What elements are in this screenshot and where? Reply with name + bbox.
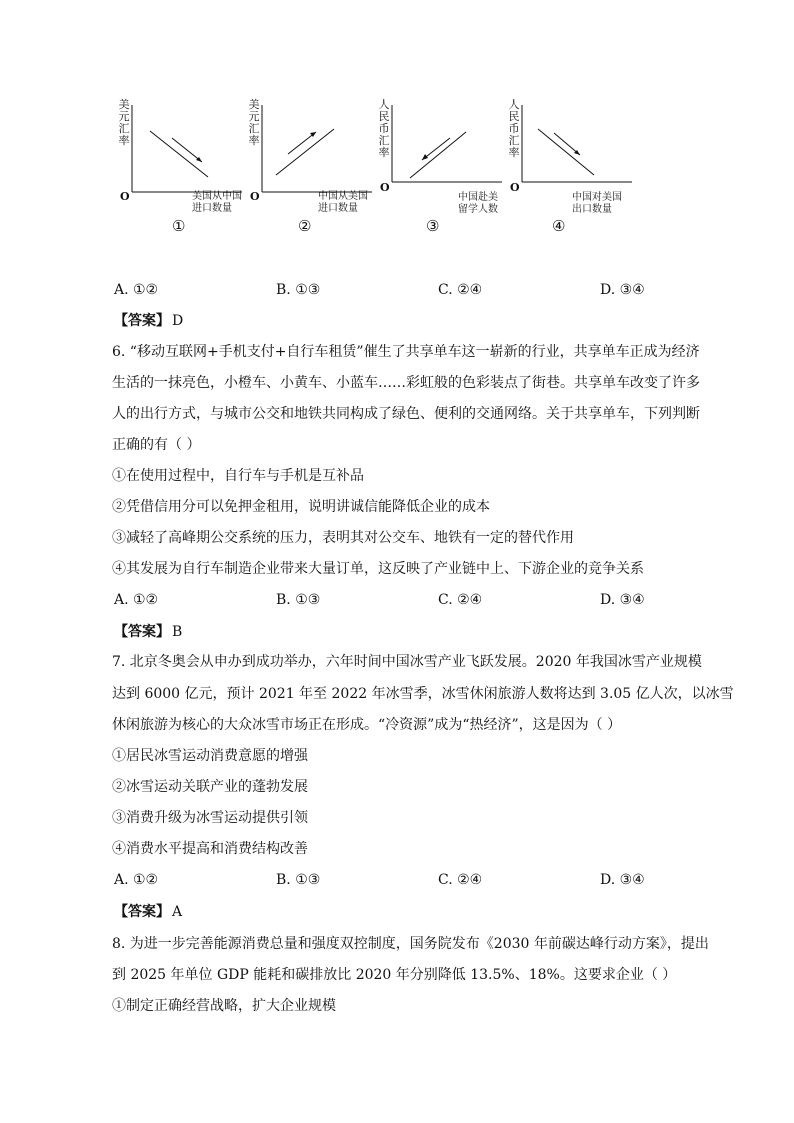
graph-1-curve — [150, 131, 208, 177]
q5-answer: 【答案】 D — [114, 313, 184, 329]
q7-item-1: ①居民冰雪运动消费意愿的增强 — [112, 748, 308, 764]
graph-3-xlabel: 中国赴美 留学人数 — [458, 192, 498, 215]
q6-option-a: A. ①② — [114, 592, 159, 608]
graph-1-number: ① — [172, 217, 186, 235]
q6-item-4: ④其发展为自行车制造企业带来大量订单，这反映了产业链中上、下游企业的竞争关系 — [112, 561, 644, 577]
q6-option-b: B. ①③ — [276, 592, 321, 608]
q7-option-b: B. ①③ — [276, 872, 321, 888]
q8-stem-line-2: 到 2025 年单位 GDP 能耗和碳排放比 2020 年分别降低 13.5%、18%。这要求企业（ ） — [112, 967, 677, 983]
graph-1-arrow — [172, 138, 202, 162]
q7-option-a: A. ①② — [114, 872, 159, 888]
graph-1 — [112, 95, 242, 240]
graph-4-ylabel: 人 民 币 汇 率 — [508, 98, 520, 159]
graph-3 — [372, 95, 502, 240]
q6-option-c: C. ②④ — [438, 592, 483, 608]
q7-item-4: ④消费水平提高和消费结构改善 — [112, 841, 308, 857]
q8-stem-line-1: 8. 为进一步完善能源消费总量和强度双控制度，国务院发布《2030 年前碳达峰行动方案》，提出 — [112, 936, 709, 952]
q7-option-d: D. ③④ — [600, 872, 645, 888]
q6-stem-line-3: 人的出行方式，与城市公交和地铁共同构成了绿色、便利的交通网络。关于共享单车，下列判断 — [112, 406, 700, 422]
q7-option-c: C. ②④ — [438, 872, 483, 888]
graph-2-ylabel: 美 元 汇 率 — [248, 98, 260, 147]
graph-1-ylabel: 美 元 汇 率 — [118, 98, 130, 147]
graph-4-xlabel: 中国对美国 出口数量 — [572, 192, 622, 215]
q6-stem-line-1: 6. “移动互联网+手机支付+自行车租赁”催生了共享单车这一崭新的行业，共享单车正成为经济 — [112, 344, 700, 360]
graph-2 — [242, 95, 372, 240]
q7-stem-line-3: 休闲旅游为核心的大众冰雪市场正在形成。“冷资源”成为“热经济”，这是因为（ ） — [112, 717, 622, 733]
graph-3-curve — [410, 132, 466, 178]
q6-item-3: ③减轻了高峰期公交系统的压力，表明其对公交车、地铁有一定的替代作用 — [112, 530, 574, 546]
q7-item-2: ②冰雪运动关联产业的蓬勃发展 — [112, 779, 308, 795]
graph-4-plot — [502, 95, 632, 240]
q7-item-3: ③消费升级为冰雪运动提供引领 — [112, 810, 308, 826]
q6-stem-line-4: 正确的有（ ） — [112, 437, 201, 453]
exchange-rate-graphs — [112, 95, 652, 240]
q6-option-d: D. ③④ — [600, 592, 645, 608]
q5-option-a: A. ①② — [114, 282, 159, 298]
q6-answer: 【答案】 B — [114, 624, 183, 640]
q8-item-1: ①制定正确经营战略，扩大企业规模 — [112, 998, 336, 1014]
graph-2-curve — [276, 129, 334, 175]
graph-3-arrowhead — [422, 154, 428, 160]
q5-option-b: B. ①③ — [276, 282, 321, 298]
q6-item-2: ②凭借信用分可以免押金租用，说明讲诚信能降低企业的成本 — [112, 499, 490, 515]
graph-4-number: ④ — [552, 217, 566, 235]
q7-stem-line-2: 达到 6000 亿元，预计 2021 年至 2022 年冰雪季，冰雪休闲旅游人数将达到 3.05 亿人次，以冰雪 — [112, 686, 734, 702]
q5-option-c: C. ②④ — [438, 282, 483, 298]
q7-answer: 【答案】 A — [114, 904, 183, 920]
graph-1-xlabel: 美国从中国 进口数量 — [192, 191, 242, 214]
graph-4 — [502, 95, 632, 240]
q5-option-d: D. ③④ — [600, 282, 645, 298]
graph-4-origin: O — [510, 181, 520, 194]
graph-1-origin: O — [120, 190, 130, 203]
graph-3-number: ③ — [426, 217, 440, 235]
q6-stem-line-2: 生活的一抹亮色，小橙车、小黄车、小蓝车……彩虹般的色彩装点了街巷。共享单车改变了许多 — [112, 375, 700, 391]
graph-2-xlabel: 中国从美国 进口数量 — [318, 191, 368, 214]
graph-2-number: ② — [298, 217, 312, 235]
graph-3-ylabel: 人 民 币 汇 率 — [378, 98, 390, 159]
graph-2-origin: O — [250, 190, 260, 203]
q6-item-1: ①在使用过程中，自行车与手机是互补品 — [112, 468, 364, 484]
graph-4-curve — [538, 129, 594, 175]
q7-stem-line-1: 7. 北京冬奥会从申办到成功举办，六年时间中国冰雪产业飞跃发展。2020 年我国冰雪产业规模 — [112, 654, 702, 670]
graph-3-origin: O — [380, 181, 390, 194]
